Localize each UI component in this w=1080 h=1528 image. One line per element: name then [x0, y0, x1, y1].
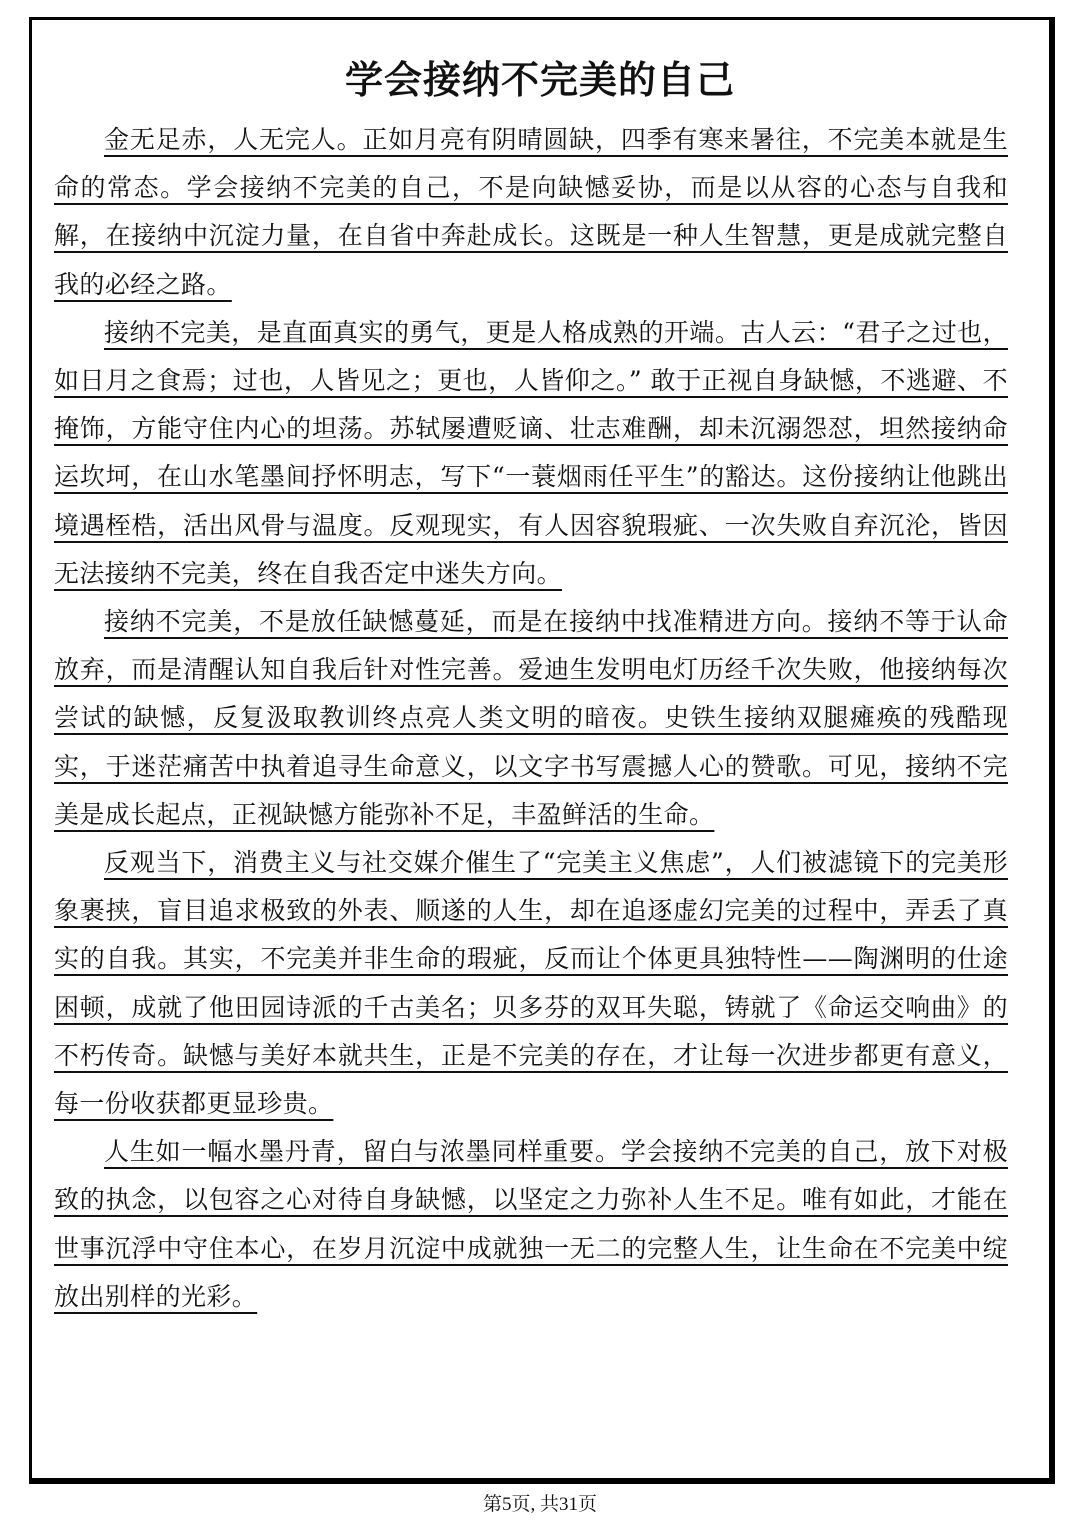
paragraph-3 [54, 598, 1008, 839]
paragraph-1 [54, 116, 1008, 309]
paragraph-4 [54, 839, 1008, 1128]
essay-body [54, 116, 1008, 1321]
paragraph-5-text: 人生如一幅水墨丹青，留白与浓墨同样重要。学会接纳不完美的自己，放下对极致的执念，以包容之心对待自身缺憾，以坚定之力弥补人生不足。唯有如此，才能在世事沉浮中守住本心，在岁月沉淀中成就独一无二的完整人生，让生命在不完美中绽放出别样的光彩。 [54, 1137, 1008, 1311]
paragraph-5 [54, 1128, 1008, 1321]
paragraph-2-text: 接纳不完美，是直面真实的勇气，更是人格成熟的开端。古人云：“君子之过也，如日月之食焉；过也，人皆见之；更也，人皆仰之。” 敢于正视自身缺憾，不逃避、不掩饰，方能守住内心的坦荡。苏轼屡遭贬谪、壮志难酬，却未沉溺怨怼，坦然接纳命运坎坷，在山水笔墨间抒怀明志，写下“一蓑烟雨任平生”的豁达。这份接纳让他跳出境遇桎梏，活出风骨与温度。反观现实，有人因容貌瑕疵、一次失败自弃沉沦，皆因无法接纳不完美，终在自我否定中迷失方向。 [54, 317, 1008, 588]
paragraph-1-text: 金无足赤，人无完人。正如月亮有阴晴圆缺，四季有寒来暑往，不完美本就是生命的常态。学会接纳不完美的自己，不是向缺憾妥协，而是以从容的心态与自我和解，在接纳中沉淀力量，在自省中奔赴成长。这既是一种人生智慧，更是成就完整自我的必经之路。 [54, 125, 1008, 299]
paragraph-3-text: 接纳不完美，不是放任缺憾蔓延，而是在接纳中找准精进方向。接纳不等于认命放弃，而是清醒认知自我后针对性完善。爱迪生发明电灯历经千次失败，他接纳每次尝试的缺憾，反复汲取教训终点亮人类文明的暗夜。史铁生接纳双腿瘫痪的残酷现实，于迷茫痛苦中执着追寻生命意义，以文字书写震撼人心的赞歌。可见，接纳不完美是成长起点，正视缺憾方能弥补不足，丰盈鲜活的生命。 [54, 607, 1008, 829]
paragraph-2 [54, 309, 1008, 598]
page-number: 第5页, 共31页 [482, 1494, 597, 1515]
essay-title: 学会接纳不完美的自己 [344, 58, 735, 102]
paragraph-4-text: 反观当下，消费主义与社交媒介催生了“完美主义焦虑”，人们被滤镜下的完美形象裹挟，盲目追求极致的外表、顺遂的人生，却在追逐虚幻完美的过程中，弄丢了真实的自我。其实，不完美并非生命的瑕疵，反而让个体更具独特性——陶渊明的仕途困顿，成就了他田园诗派的千古美名；贝多芬的双耳失聪，铸就了《命运交响曲》的不朽传奇。缺憾与美好本就共生，正是不完美的存在，才让每一次进步都更有意义，每一份收获都更显珍贵。 [54, 848, 1008, 1119]
